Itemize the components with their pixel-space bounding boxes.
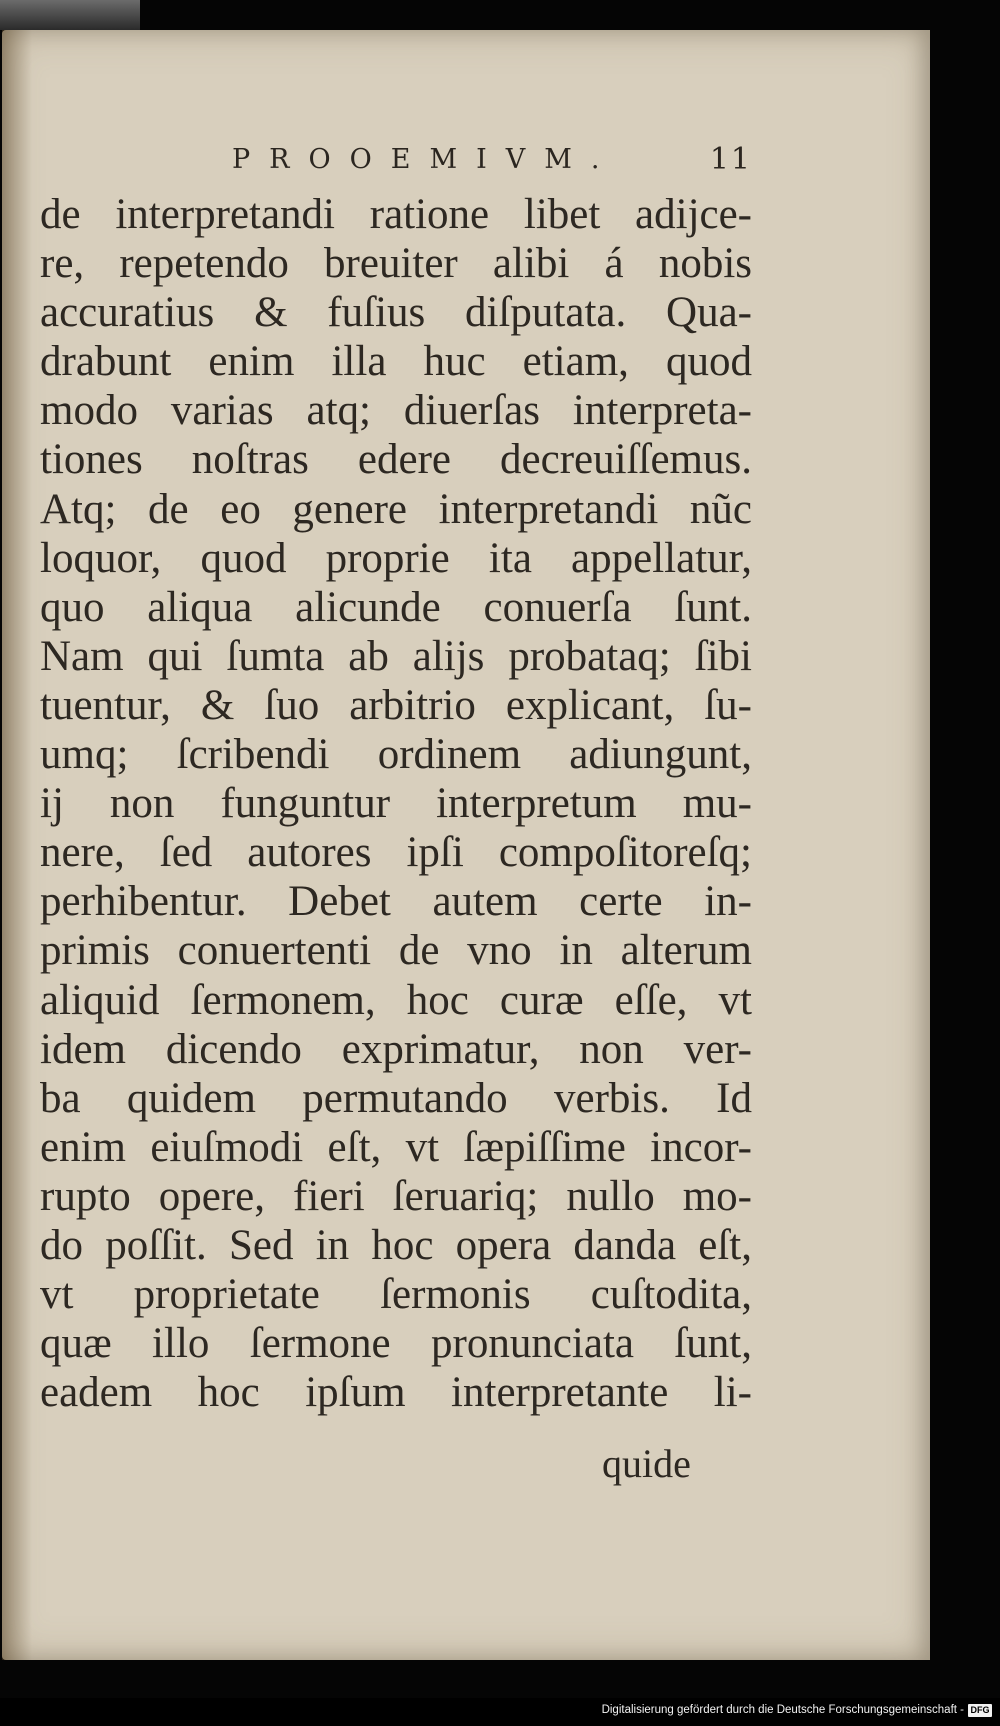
text-line: umq; ſcribendi ordinem adiungunt,: [40, 731, 752, 779]
funding-credit: Digitalisierung gefördert durch die Deutsche Forschungsgemeinschaft -: [601, 1704, 964, 1716]
text-line: quo aliqua alicunde conuerſa ſunt.: [40, 583, 752, 631]
text-line: aliquid ſermonem, hoc curæ eſſe, vt: [40, 976, 752, 1024]
text-line: primis conuertenti de vno in alterum: [40, 927, 752, 975]
running-head: [232, 144, 752, 184]
text-line: re, repetendo breuiter alibi á nobis: [40, 240, 752, 288]
digitization-footer: [0, 1698, 1000, 1726]
running-title: PROOEMIVM.: [232, 144, 619, 175]
text-line: enim eiuſmodi eſt, vt ſæpiſſime incor-: [40, 1123, 752, 1171]
text-line: tuentur, & ſuo arbitrio explicant, ſu-: [40, 681, 752, 729]
page-number: 11: [709, 142, 752, 177]
text-line: rupto opere, fieri ſeruariq; nullo mo-: [40, 1172, 752, 1220]
body-text: [40, 190, 752, 1417]
text-line: loquor, quod proprie ita appellatur,: [40, 534, 752, 582]
text-line: ij non funguntur interpretum mu-: [40, 780, 752, 828]
text-line: do poſſit. Sed in hoc opera danda eſt,: [40, 1221, 752, 1269]
text-line: Nam qui ſumta ab alijs probataq; ſibi: [40, 632, 752, 680]
text-line: accuratius & fuſius diſputata. Qua-: [40, 289, 752, 337]
text-line: eadem hoc ipſum interpretante li-: [40, 1369, 752, 1417]
text-line: ba quidem permutando verbis. Id: [40, 1074, 752, 1122]
dfg-logo: DFG: [968, 1704, 992, 1717]
catchword: quide: [602, 1441, 691, 1486]
text-line: de interpretandi ratione libet adijce-: [40, 191, 752, 238]
text-line: quæ illo ſermone pronunciata ſunt,: [40, 1320, 752, 1368]
previous-page-edge: [0, 0, 140, 30]
paper-page: [2, 30, 930, 1660]
text-line: modo varias atq; diuerſas interpreta-: [40, 387, 752, 435]
text-line: nere, ſed autores ipſi compoſitoreſq;: [40, 829, 752, 877]
text-line: vt proprietate ſermonis cuſtodita,: [40, 1271, 752, 1319]
text-line: idem dicendo exprimatur, non ver-: [40, 1025, 752, 1073]
text-line: drabunt enim illa huc etiam, quod: [40, 338, 752, 386]
text-line: Atq; de eo genere interpretandi nũc: [40, 485, 752, 533]
text-line: tiones noſtras edere decreuiſſemus.: [40, 436, 752, 484]
text-line: perhibentur. Debet autem certe in-: [40, 878, 752, 926]
